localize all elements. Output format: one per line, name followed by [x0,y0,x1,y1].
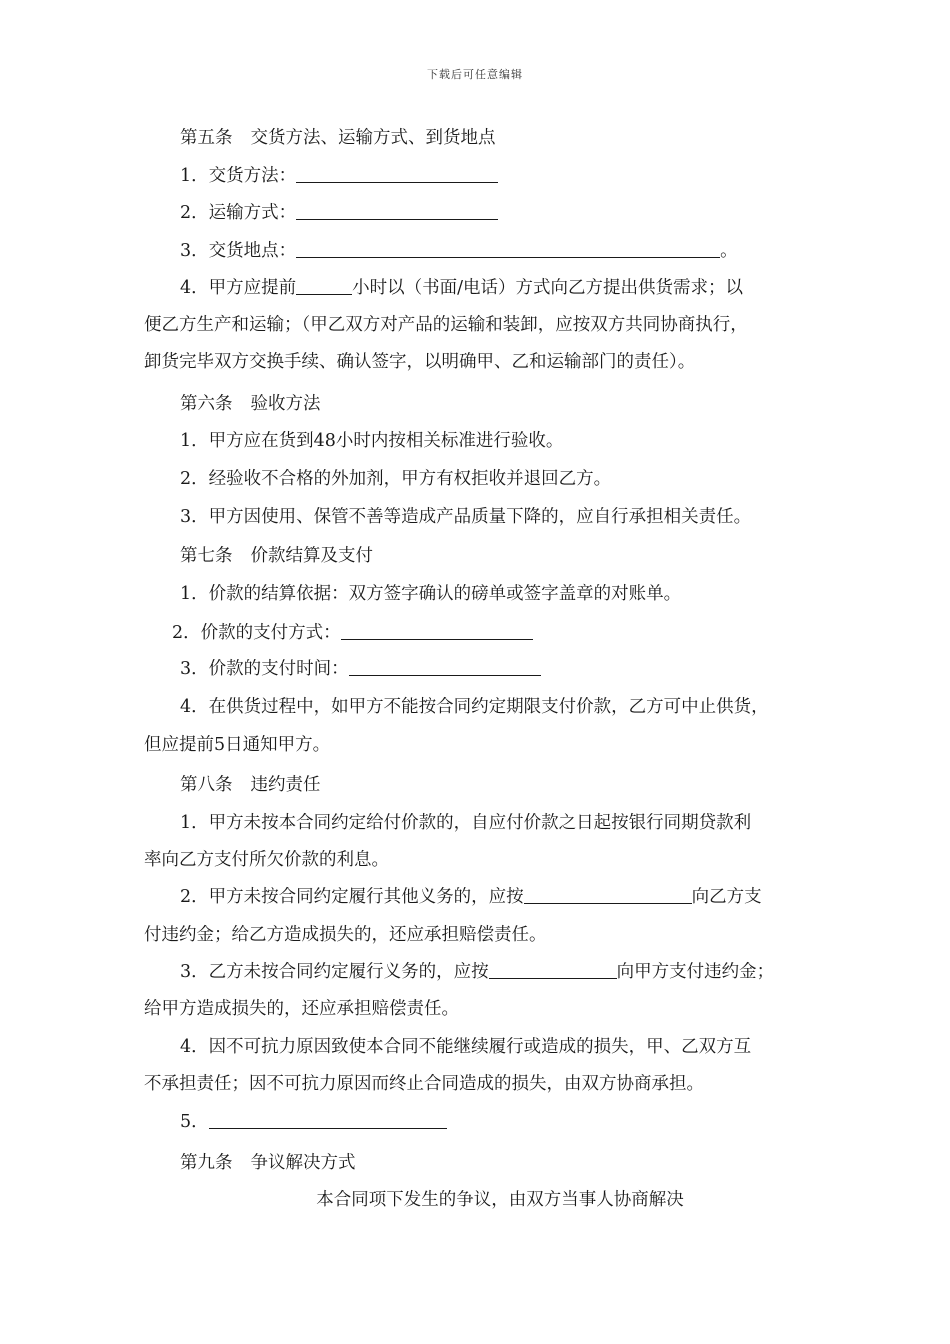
delivery-method-blank[interactable] [296,164,498,183]
transport-mode-label: 2．运输方式： [180,203,297,223]
transport-mode-blank[interactable] [296,201,498,220]
article-8-heading [180,773,820,797]
article-8-item-1-line-1: 1．甲方未按本合同约定给付价款的，自应付价款之日起按银行同期贷款利 [180,813,752,833]
article-7-heading [180,544,820,568]
article-5-item-2 [180,201,820,225]
delivery-method-label: 1．交货方法： [180,166,297,186]
article-6-item-1: 1．甲方应在货到48小时内按相关标准进行验收。 [180,431,564,451]
delivery-place-label: 3．交货地点： [180,241,297,261]
article-7-item-2 [172,621,852,645]
party-b-penalty-blank[interactable] [489,960,617,979]
article-6-item-2: 2．经验收不合格的外加剂，甲方有权拒收并退回乙方。 [180,469,612,489]
article-8-title: 违约责任 [250,775,321,795]
article-7-item-3 [180,657,820,681]
item-5-blank[interactable] [209,1110,447,1129]
article-6-title: 验收方法 [250,394,321,414]
delivery-place-blank[interactable] [296,239,720,258]
article-8-item-2-line-2: 付违约金；给乙方造成损失的，还应承担赔偿责任。 [144,925,547,945]
article-5-item-4-line-3: 卸货完毕双方交换手续、确认签字，以明确甲、乙和运输部门的责任）。 [144,352,696,372]
article-9-body: 本合同项下发生的争议，由双方当事人协商解决 [316,1190,684,1210]
advance-hours-blank[interactable] [296,276,352,295]
article-8-item-2-line-1 [180,885,820,909]
article-6-heading [180,392,820,416]
payment-time-blank[interactable] [349,657,541,676]
article-5-heading [180,126,820,150]
party-b-penalty-label: 3．乙方未按合同约定履行义务的，应按 [180,962,489,982]
article-8-item-3-line-1 [180,960,820,984]
advance-notice-label: 4．甲方应提前 [180,278,297,298]
article-5-item-4-line-2: 便乙方生产和运输；（甲乙双方对产品的运输和装卸，应按双方共同协商执行， [144,315,748,335]
party-a-penalty-text: 向乙方支 [691,887,762,907]
article-8-item-5 [180,1110,820,1134]
article-6-item-3: 3．甲方因使用、保管不善等造成产品质量下降的，应自行承担相关责任。 [180,507,752,527]
header-note: 下载后可任意编辑 [427,68,523,81]
article-5-item-1 [180,164,820,188]
payment-method-label: 2．价款的支付方式： [172,623,341,643]
article-7-title: 价款结算及支付 [250,546,373,566]
article-5-item-4-line-1 [180,276,820,300]
payment-method-blank[interactable] [341,621,533,640]
party-a-penalty-blank[interactable] [524,885,692,904]
article-5-item-3 [180,239,820,263]
article-8-item-4-line-1: 4．因不可抗力原因致使本合同不能继续履行或造成的损失，甲、乙双方互 [180,1037,752,1057]
article-5-number: 第五条 [180,128,233,148]
article-8-item-3-line-2: 给甲方造成损失的，还应承担赔偿责任。 [144,999,459,1019]
article-6-number: 第六条 [180,394,233,414]
article-8-item-4-line-2: 不承担责任；因不可抗力原因而终止合同造成的损失，由双方协商承担。 [144,1074,704,1094]
article-7-number: 第七条 [180,546,233,566]
article-9-title: 争议解决方式 [250,1153,356,1173]
article-7-item-4-line-1: 4．在供货过程中，如甲方不能按合同约定期限支付价款，乙方可中止供货， [180,697,769,717]
article-9-number: 第九条 [180,1153,233,1173]
article-7-item-1: 1．价款的结算依据：双方签字确认的磅单或签字盖章的对账单。 [180,584,682,604]
party-b-penalty-text: 向甲方支付违约金； [616,962,775,982]
delivery-place-end: 。 [720,241,738,261]
article-5-title: 交货方法、运输方式、到货地点 [250,128,496,148]
party-a-penalty-label: 2．甲方未按合同约定履行其他义务的，应按 [180,887,524,907]
article-8-number: 第八条 [180,775,233,795]
article-7-item-4-line-2: 但应提前5日通知甲方。 [144,735,331,755]
item-5-label: 5． [180,1112,209,1132]
advance-notice-text: 小时以（书面/电话）方式向乙方提出供货需求；以 [352,278,744,298]
article-9-heading [180,1151,820,1175]
payment-time-label: 3．价款的支付时间： [180,659,349,679]
article-8-item-1-line-2: 率向乙方支付所欠价款的利息。 [144,850,389,870]
